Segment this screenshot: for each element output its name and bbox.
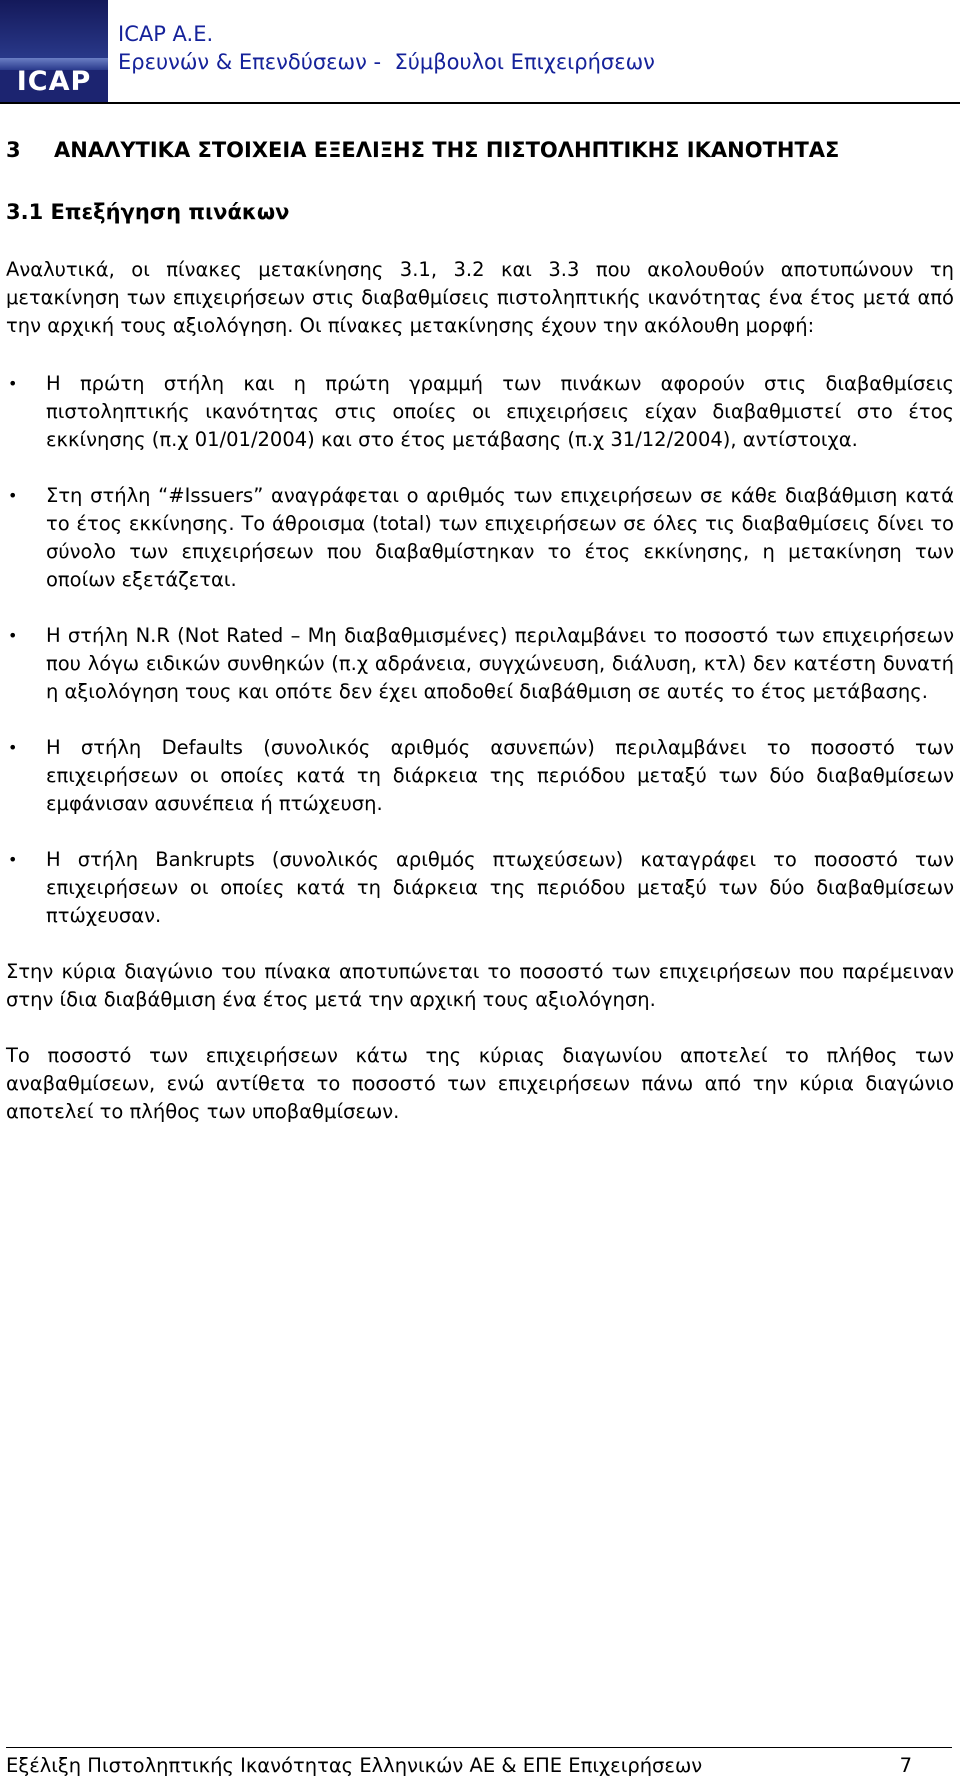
bullet-list [6,370,954,930]
list-item [6,482,954,594]
list-item [6,734,954,818]
company-subtitle: Ερευνών & Επενδύσεων - Σύμβουλοι Επιχειρήσεων [118,50,655,74]
bullet-marker: • [8,626,18,645]
section-heading [6,136,954,164]
footer-title: Εξέλιξη Πιστοληπτικής Ικανότητας Ελληνικών ΑΕ & ΕΠΕ Επιχειρήσεων [6,1754,703,1777]
icap-logo [0,0,108,103]
list-item-text: Η στήλη N.R (Not Rated – Μη διαβαθμισμένες) περιλαμβάνει το ποσοστό των επιχειρήσεων που λόγω ειδικών συνθηκών (π.χ αδράνεια, συγχώνευση, διάλυση, κτλ) δεν κατέστη δυνατή η αξιολόγηση τους και οπότε δεν έχει αποδοθεί διαβάθμιση σε αυτές το έτος μετάβασης. [46,624,954,703]
logo-sky [0,0,108,62]
bullet-marker: • [8,738,18,757]
subsection-heading: 3.1 Επεξήγηση πινάκων [6,200,290,224]
list-item [6,622,954,706]
section-number: 3 [6,138,21,162]
company-name: ICAP A.E. [118,22,214,46]
intro-paragraph: Αναλυτικά, οι πίνακες μετακίνησης 3.1, 3.2 και 3.3 που ακολουθούν αποτυπώνουν τη μετακίνηση των επιχειρήσεων στις διαβαθμίσεις πιστοληπτικής ικανότητας ένα έτος μετά από την αρχική τους αξιολόγηση. Οι πίνακες μετακίνησης έχουν την ακόλουθη μορφή: [6,258,954,337]
page-number: 7 [899,1754,912,1777]
list-item-text: Η στήλη Defaults (συνολικός αριθμός ασυνεπών) περιλαμβάνει το ποσοστό των επιχειρήσεων οι οποίες κατά τη διάρκεια της περιόδου μεταξύ των δύο διαβαθμίσεων εμφάνισαν ασυνέπεια ή πτώχευση. [46,736,954,815]
bullet-marker: • [8,374,18,393]
diagonal-paragraph: Στην κύρια διαγώνιο του πίνακα αποτυπώνεται το ποσοστό των επιχειρήσεων που παρέμειναν στην ίδια διαβάθμιση ένα έτος μετά την αρχική τους αξιολόγηση. [6,960,954,1011]
header-divider [0,102,960,104]
list-item [6,370,954,454]
list-item [6,846,954,930]
list-item-text: Στη στήλη “#Issuers” αναγράφεται ο αριθμός των επιχειρήσεων σε κάθε διαβάθμιση κατά το έτος εκκίνησης. Το άθροισμα (total) των επιχειρήσεων σε όλες τις διαβαθμίσεις δίνει το σύνολο των επιχειρήσεων που διαβαθμίστηκαν το έτος εκκίνησης, η μετακίνηση των οποίων εξετάζεται. [46,484,954,591]
document-body [6,136,954,1126]
list-item-text: Η στήλη Bankrupts (συνολικός αριθμός πτωχεύσεων) καταγράφει το ποσοστό των επιχειρήσεων οι οποίες κατά τη διάρκεια της περιόδου μεταξύ των δύο διαβαθμίσεων πτώχευσαν. [46,848,954,927]
bullet-marker: • [8,850,18,869]
list-item-text: Η πρώτη στήλη και η πρώτη γραμμή των πινάκων αφορούν στις διαβαθμίσεις πιστοληπτικής ικανότητας στις οποίες οι επιχειρήσεις είχαν διαβαθμιστεί στο έτος εκκίνησης (π.χ 01/01/2004) και στο έτος μετάβασης (π.χ 31/12/2004), αντίστοιχα. [46,372,954,451]
section-title: ΑΝΑΛΥΤΙΚΑ ΣΤΟΙΧΕΙΑ ΕΞΕΛΙΞΗΣ ΤΗΣ ΠΙΣΤΟΛΗΠΤΙΚΗΣ ΙΚΑΝΟΤΗΤΑΣ [54,138,840,162]
footer-divider [6,1747,952,1748]
logo-wordmark: ICAP [16,66,92,97]
bullet-marker: • [8,486,18,505]
page-header [0,0,960,104]
upgrades-paragraph: Το ποσοστό των επιχειρήσεων κάτω της κύριας διαγωνίου αποτελεί το πλήθος των αναβαθμίσεων, ενώ αντίθετα το ποσοστό των επιχειρήσεων πάνω από την κύρια διαγώνιο αποτελεί το πλήθος των υποβαθμίσεων. [6,1044,954,1123]
